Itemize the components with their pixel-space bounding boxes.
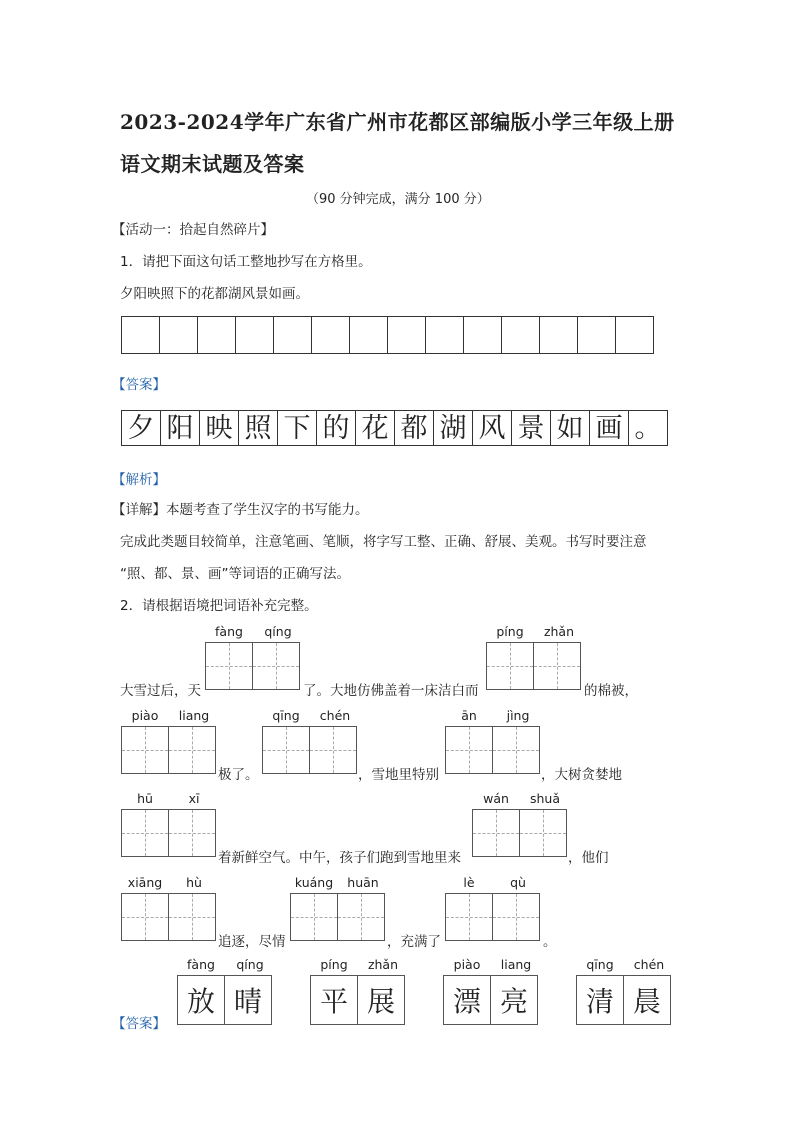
tianzige-xianghu[interactable] <box>121 893 215 941</box>
pinyin: shuǎ <box>529 791 561 806</box>
answer-char: 下 <box>278 410 317 446</box>
pinyin: qīng <box>272 708 300 723</box>
answer-char: 照 <box>239 410 278 446</box>
q1-answer-label: 【答案】 <box>112 377 166 393</box>
tianzige-wanshua[interactable] <box>472 809 566 857</box>
answer-pinyin: qíng <box>236 957 264 972</box>
q2-text: ，他们 <box>568 850 609 866</box>
answer-char: 晨 <box>623 975 671 1025</box>
answer-char: 映 <box>200 410 239 446</box>
tianzige-pingzhan[interactable] <box>486 642 580 690</box>
q2-text: 大雪过后，天 <box>120 683 201 699</box>
detail-label: 【详解】 <box>112 502 166 518</box>
title-line-1: 2023-2024学年广东省广州市花都区部编版小学三年级上册 <box>120 110 675 134</box>
q1-explain-1: 完成此类题目较简单，注意笔画、笔顺，将字写工整、正确、舒展、美观。书写时要注意 <box>120 534 647 550</box>
activity-heading: 【活动一：拾起自然碎片】 <box>112 222 274 238</box>
answer-char: 亮 <box>490 975 538 1025</box>
answer-pinyin: liang <box>500 957 532 972</box>
pinyin: hù <box>186 875 202 890</box>
pinyin: chén <box>319 708 351 723</box>
answer-char: 放 <box>177 975 225 1025</box>
answer-char: 景 <box>512 410 551 446</box>
q2-text: 追逐，尽情 <box>218 934 286 950</box>
answer-char: 清 <box>576 975 624 1025</box>
subtitle: （90 分钟完成，满分 100 分） <box>306 192 490 207</box>
pinyin: zhǎn <box>543 624 575 639</box>
answer-char: 的 <box>317 410 356 446</box>
q2-text: 的棉被， <box>584 683 638 699</box>
answer-pinyin: zhǎn <box>367 957 399 972</box>
q2-text: ，充满了 <box>387 934 441 950</box>
answer-pinyin: fàng <box>187 957 215 972</box>
q2-text: 极了。 <box>218 767 259 783</box>
tianzige-lequ[interactable] <box>445 893 539 941</box>
q1-detail <box>112 498 369 518</box>
answer-char: 风 <box>473 410 512 446</box>
pinyin: qù <box>510 875 526 890</box>
q1-sentence: 夕阳映照下的花都湖风景如画。 <box>120 286 309 302</box>
pinyin: píng <box>496 624 524 639</box>
answer-pinyin: píng <box>320 957 348 972</box>
answer-char: 都 <box>395 410 434 446</box>
answer-char: 漂 <box>443 975 491 1025</box>
answer-char: 画 <box>590 410 629 446</box>
pinyin: wán <box>483 791 509 806</box>
tianzige-piaoliang[interactable] <box>121 726 215 774</box>
q1-prompt: 1．请把下面这句话工整地抄写在方格里。 <box>120 254 372 270</box>
pinyin: huān <box>347 875 379 890</box>
answer-pinyin: piào <box>453 957 481 972</box>
pinyin: lè <box>463 875 475 890</box>
answer-pinyin: chén <box>633 957 665 972</box>
answer-char: 如 <box>551 410 590 446</box>
q2-text: 了。大地仿佛盖着一床洁白而 <box>303 683 479 699</box>
answer-char: 湖 <box>434 410 473 446</box>
tianzige-huxi[interactable] <box>121 809 215 857</box>
answer-char: 展 <box>357 975 405 1025</box>
q1-answer-grid <box>121 410 668 446</box>
pinyin: ān <box>461 708 477 723</box>
q1-analysis-label: 【解析】 <box>112 472 166 488</box>
pinyin: fàng <box>215 624 243 639</box>
answer-char: 。 <box>629 410 668 446</box>
pinyin: piào <box>131 708 159 723</box>
q2-text: ，雪地里特别 <box>358 767 439 783</box>
answer-pingzhan <box>310 975 404 1025</box>
title-line-2: 语文期末试题及答案 <box>120 152 305 176</box>
answer-char: 平 <box>310 975 358 1025</box>
q2-text: 着新鲜空气。中午，孩子们跑到雪地里来 <box>218 850 461 866</box>
pinyin: xī <box>188 791 200 806</box>
q2-answer-label: 【答案】 <box>112 1016 166 1032</box>
answer-pinyin: qīng <box>586 957 614 972</box>
answer-char: 夕 <box>122 410 161 446</box>
answer-char: 阳 <box>161 410 200 446</box>
q2-prompt: 2．请根据语境把词语补充完整。 <box>120 598 318 614</box>
tianzige-anjing[interactable] <box>445 726 539 774</box>
q1-explain-2: “照、都、景、画”等词语的正确写法。 <box>120 566 350 582</box>
tianzige-fangqing[interactable] <box>205 642 299 690</box>
answer-piaoliang <box>443 975 537 1025</box>
pinyin: qíng <box>264 624 292 639</box>
pinyin: xiāng <box>127 875 163 890</box>
answer-char: 花 <box>356 410 395 446</box>
answer-char: 晴 <box>224 975 272 1025</box>
q2-text: 。 <box>543 934 557 950</box>
detail-text: 本题考查了学生汉字的书写能力。 <box>166 502 369 518</box>
pinyin: kuáng <box>294 875 334 890</box>
pinyin: hū <box>137 791 153 806</box>
answer-qingchen <box>576 975 670 1025</box>
tianzige-kuanghuan[interactable] <box>290 893 384 941</box>
tianzige-qingchen[interactable] <box>262 726 356 774</box>
q1-blank-grid[interactable] <box>121 316 654 354</box>
pinyin: jìng <box>506 708 530 723</box>
answer-fangqing <box>177 975 271 1025</box>
q2-text: ，大树贪婪地 <box>541 767 622 783</box>
pinyin: liang <box>178 708 210 723</box>
